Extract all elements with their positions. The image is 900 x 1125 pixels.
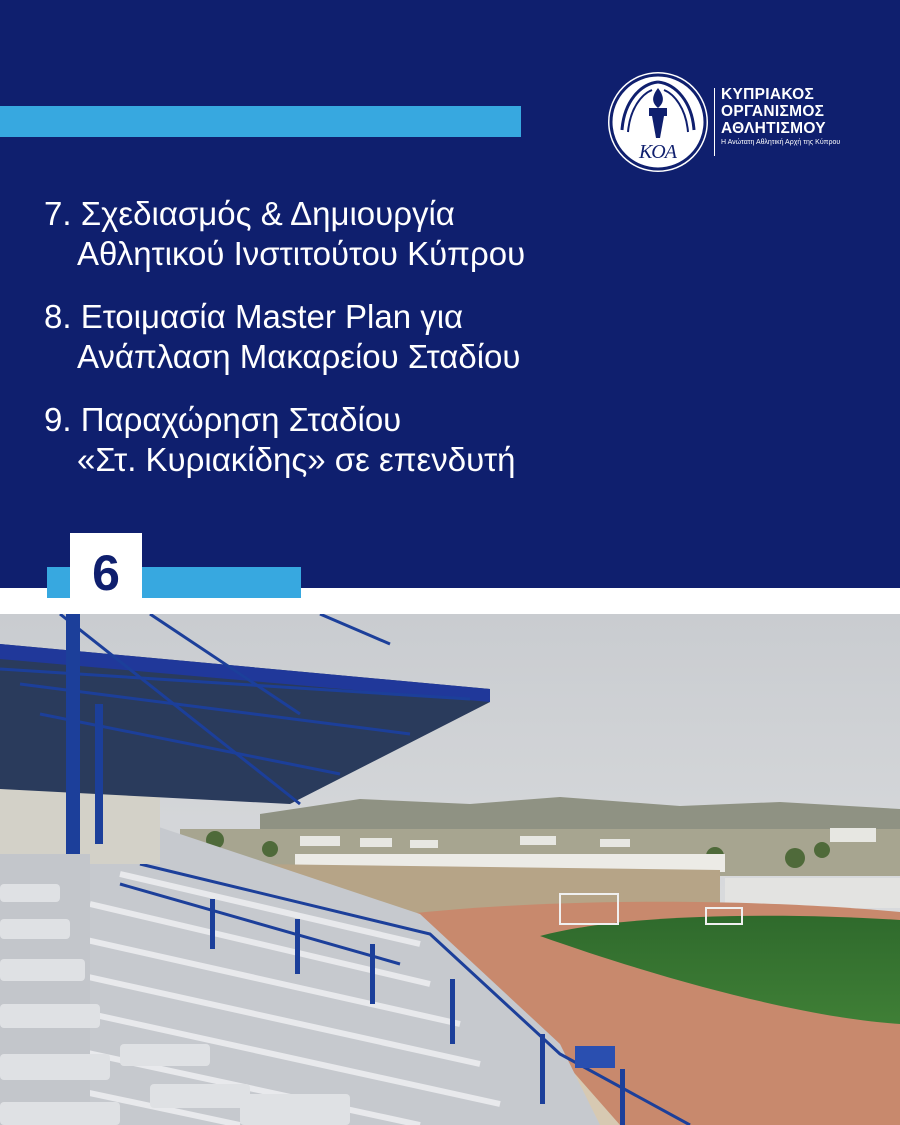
logo-line-2: ΟΡΓΑΝΙΣΜΟΣ	[721, 103, 825, 120]
accent-bar	[0, 106, 521, 137]
torch-emblem-icon	[608, 72, 708, 172]
svg-text:ΚΟΑ: ΚΟΑ	[638, 141, 678, 163]
list-item	[44, 297, 525, 377]
list-item-subtitle: Αθλητικού Ινστιτούτου Κύπρου	[77, 235, 526, 272]
list-item-subtitle: Ανάπλαση Μακαρείου Σταδίου	[77, 338, 521, 375]
list-item-title: 8. Ετοιμασία Master Plan για	[44, 298, 464, 335]
koa-logo	[606, 72, 846, 176]
list-item-title: 9. Παραχώρηση Σταδίου	[44, 401, 402, 438]
logo-line-3: ΑΘΛΗΤΙΣΜΟΥ	[721, 120, 826, 137]
project-list	[44, 194, 525, 503]
logo-text	[721, 86, 840, 148]
logo-line-1: ΚΥΠΡΙΑΚΟΣ	[721, 86, 815, 103]
logo-tagline: Η Ανώτατη Αθλητική Αρχή της Κύπρου	[721, 139, 841, 146]
page-number: 6	[70, 533, 142, 603]
logo-divider	[714, 88, 715, 156]
stadium-photo	[0, 614, 900, 1125]
list-item	[44, 400, 525, 480]
list-item	[44, 194, 525, 274]
list-item-subtitle: «Στ. Κυριακίδης» σε επενδυτή	[77, 441, 516, 478]
list-item-title: 7. Σχεδιασμός & Δημιουργία	[44, 195, 455, 232]
